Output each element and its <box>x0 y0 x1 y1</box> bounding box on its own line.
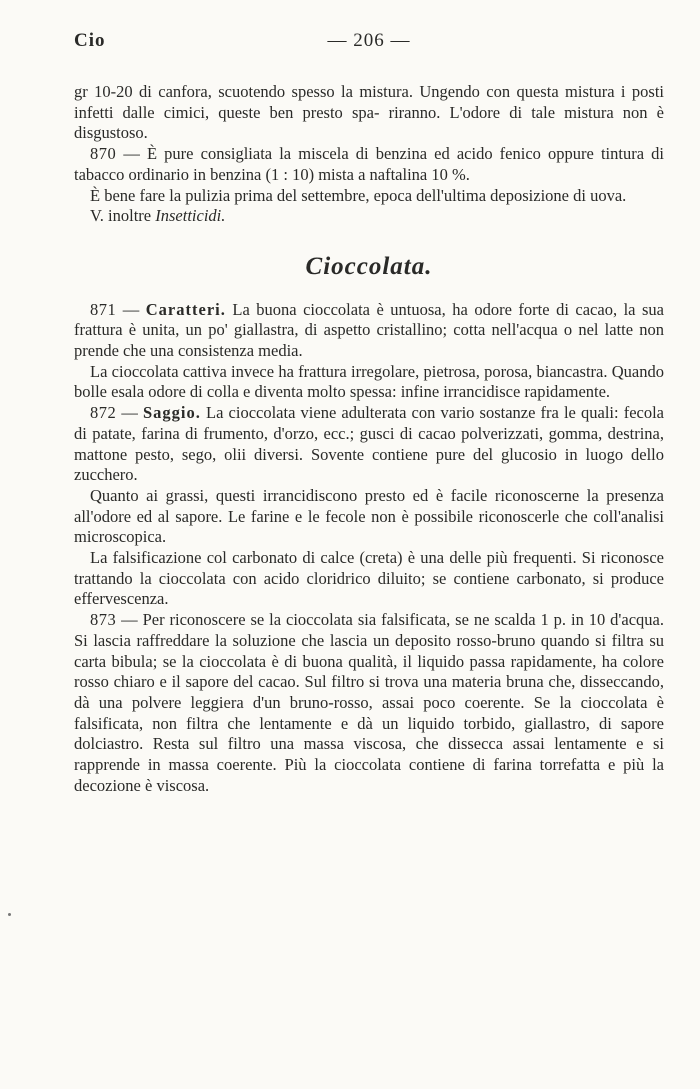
page-header <box>74 30 664 56</box>
text-line: questa mistura i posti infetti dalle cimici, queste ben presto spa- <box>74 82 664 122</box>
entry-number: 873 <box>90 610 117 630</box>
page-number: — 206 — <box>327 30 411 51</box>
text-line: gr 10-20 di canfora, scuotendo spesso la mistura. Ungendo con <box>74 82 511 101</box>
see-also <box>74 206 664 227</box>
margin-dot <box>8 913 11 916</box>
running-head: Cio <box>74 30 106 51</box>
entry-872 <box>74 403 664 486</box>
entry-text: — È pure consigliata la miscela di benzina ed acido fenico oppure tintura di tabacco ordinario in benzina (1 : 10) mista a naftalina 10 %. <box>74 144 664 184</box>
section-title: Cioccolata. <box>305 252 433 280</box>
entry-heading: Saggio. <box>143 403 201 423</box>
entry-870 <box>74 144 664 185</box>
entry-871 <box>74 300 664 362</box>
entry-dash: — <box>116 299 146 319</box>
entry-text: — Per riconoscere se la cioccolata sia falsificata, se ne scalda 1 p. in 10 d'acqua. Si lascia raffreddare la soluzione che lascia un deposito rosso-bruno quando si filtra su carta bibula; se la cioccolata è di buona qualità, il liquido passa rapidamente, ha colore rosso chiaro e il sapore del cacao. Sul filtro si trova una materia bruna che, disseccando, dà una polvere leggiera d'un bruno-rosso, assai poco coerente. Se la cioccolata è falsificata, non filtra che lentamente e dà un liquido torbido, giallastro, di sapore dolciastro. Resta sul filtro una massa viscosa, che dissecca assai lentamente e si rapprende in massa coerente. Più la cioccolata contiene di farina torrefatta e più la decozione è viscosa. <box>74 610 664 795</box>
page-body <box>74 82 664 797</box>
entry-number: 871 <box>90 299 117 319</box>
paragraph: Quanto ai grassi, questi irrancidiscono presto ed è facile riconoscerne la presenza all'odore ed al sapore. Le farine e le fecole non è possibile riconoscerle che coll'analisi microscopica. <box>74 485 664 547</box>
entry-number: 870 <box>90 144 117 164</box>
entry-heading: Caratteri. <box>145 299 226 319</box>
see-also-prefix: V. inoltre <box>90 206 156 226</box>
paragraph: È bene fare la pulizia prima del settembre, epoca dell'ultima deposizione di uova. <box>90 185 627 205</box>
entry-number: 872 <box>90 403 117 423</box>
entry-text: La buona cioccolata è untuosa, ha odore forte di cacao, la sua frattura è unita, un po' giallastra, di aspetto cristallino; cotta nell'acqua o nel latte non prende che una consistenza media. <box>74 299 664 361</box>
continued-paragraph <box>74 82 664 144</box>
entry-text: La cioccolata viene adulterata con vario sostanze fra le quali: fecola di patate, farina di frumento, d'orzo, ecc.; gusci di cacao polverizzati, gomma, destrina, mattone pesto, sego, olii diversi. Sovente contiene pure del glucosio in luogo dello zucchero. <box>74 403 665 485</box>
paragraph: La cioccolata cattiva invece ha frattura irregolare, pietrosa, porosa, biancastra. Quando bolle esala odore di colla e diventa molto spessa: infine irrancidisce rapidamente. <box>74 361 664 402</box>
paragraph: La falsificazione col carbonato di calce (creta) è una delle più frequenti. Si riconosce trattando la cioccolata con acido cloridrico diluito; se contiene carbonato, si produce effervescenza. <box>74 548 664 609</box>
see-also-reference: Insetticidi. <box>155 206 226 226</box>
text-line: riranno. L'odore di tale mistura non è disgustoso. <box>74 102 665 143</box>
entry-dash: — <box>116 403 143 423</box>
entry-873 <box>74 610 664 796</box>
